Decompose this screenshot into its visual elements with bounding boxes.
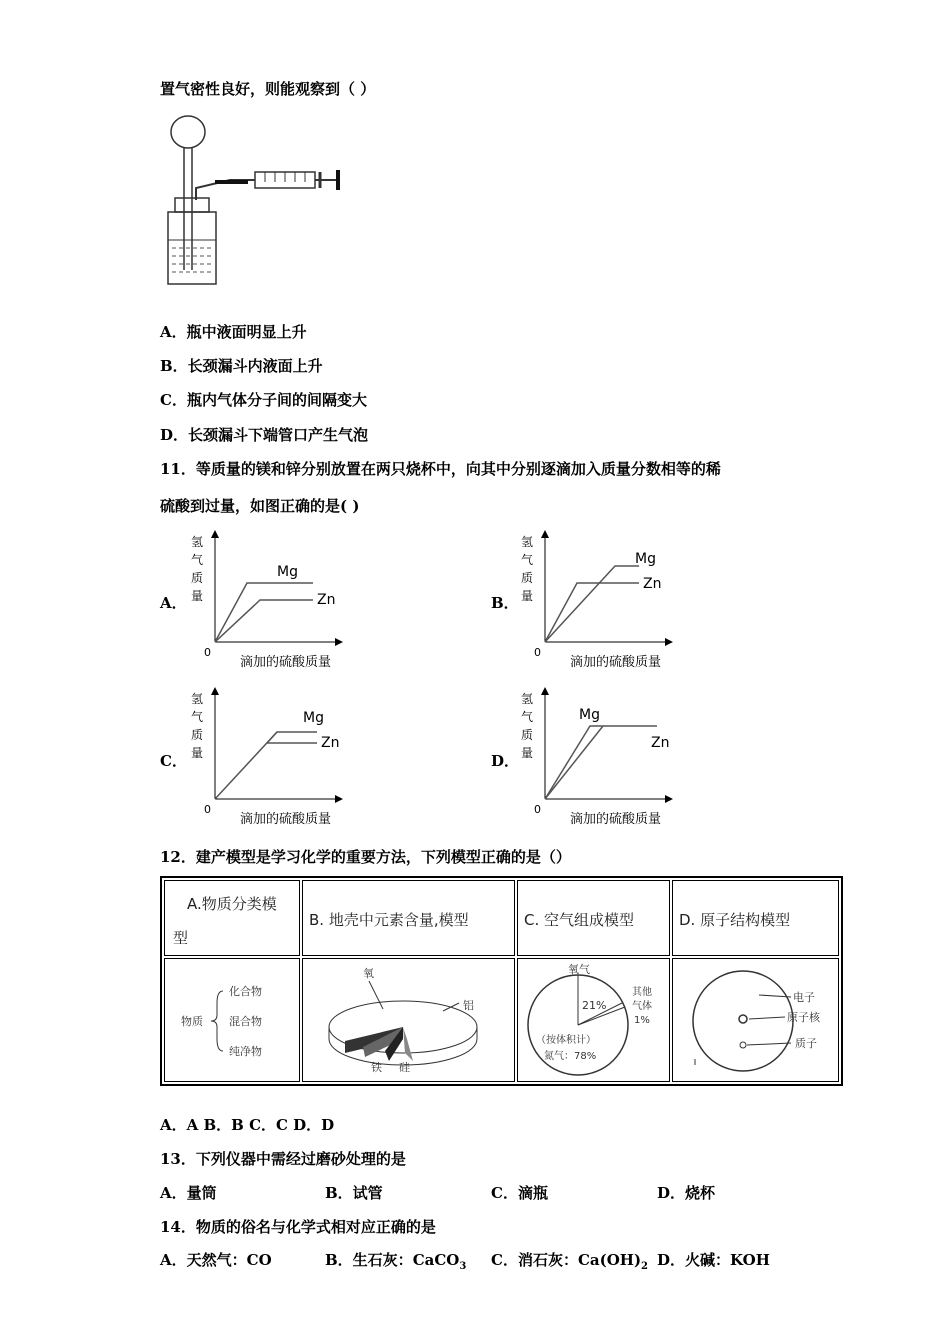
graph-d-xlabel: 滴加的硫酸质量: [570, 812, 662, 827]
q11-stem-line2: 硫酸到过量，如图正确的是( ): [160, 497, 360, 515]
q14-option-c-formula: Ca(OH): [577, 1251, 642, 1269]
classification-diagram: [165, 959, 299, 1081]
graph-a-label: A．: [160, 594, 187, 612]
q14-option-b: [325, 1249, 466, 1272]
q14-stem: 14．物质的俗名与化学式相对应正确的是: [160, 1218, 436, 1236]
q12-header-c-text: C. 空气组成模型: [524, 911, 635, 929]
graph-b-origin: 0: [534, 646, 541, 659]
graph-d: [515, 687, 685, 827]
apparatus-illustration: [160, 110, 350, 290]
graph-b-xlabel: 滴加的硫酸质量: [570, 655, 662, 670]
graph-b-ylabel-2: 气: [521, 553, 534, 567]
graph-b-ylabel-1: 氢: [521, 535, 534, 549]
q10-option-d: D．长颈漏斗下端管口产生气泡: [160, 426, 369, 444]
q12-header-d: [672, 880, 839, 956]
q12-header-b: [302, 880, 515, 956]
q14-option-b-formula: CaCO: [412, 1251, 460, 1269]
graph-a-ylabel-4: 量: [191, 589, 204, 603]
air-pie-chart: [518, 959, 669, 1081]
q12-answer-options: A．A B．B C．C D．D: [160, 1116, 335, 1134]
graph-c-ylabel-4: 量: [191, 746, 204, 760]
q14-option-d: [657, 1249, 770, 1272]
atom-label-proton: 质子: [795, 1037, 817, 1050]
q12-header-a-line2: 型: [173, 929, 189, 947]
classification-item-1: 化合物: [229, 985, 262, 998]
q14-option-a-formula: CO: [246, 1251, 272, 1269]
graph-b-series-mg: Mg: [635, 551, 656, 567]
atom-label-electron: 电子: [793, 991, 815, 1004]
graph-c-ylabel-2: 气: [191, 710, 204, 724]
graph-c-xlabel: 滴加的硫酸质量: [240, 812, 332, 827]
q10-option-c: C．瓶内气体分子间的间隔变大: [160, 391, 367, 409]
q12-cell-air: [517, 958, 670, 1082]
graph-c: [185, 687, 355, 827]
air-label-oxygen: 氧气: [568, 963, 590, 976]
air-label-other-1: 其他: [632, 987, 652, 998]
q12-table: [160, 876, 843, 1086]
graph-a-ylabel-2: 气: [191, 553, 204, 567]
q14-option-a-prefix: A．天然气：: [160, 1251, 247, 1269]
q14-option-c: [491, 1249, 648, 1272]
crust-pie-chart: [303, 959, 514, 1081]
graph-d-ylabel-2: 气: [521, 710, 534, 724]
graph-b-series-zn: Zn: [643, 576, 662, 592]
crust-label-iron: 铁: [371, 1061, 382, 1074]
q10-stem-tail: 置气密性良好，则能观察到（ ）: [160, 80, 376, 98]
q12-header-c: [517, 880, 670, 956]
graph-a-origin: 0: [204, 646, 211, 659]
q14-option-a: [160, 1249, 272, 1272]
graph-d-ylabel-1: 氢: [521, 692, 534, 706]
graph-c-series-mg: Mg: [303, 710, 324, 726]
graph-b: [515, 530, 685, 670]
graph-c-series-zn: Zn: [321, 735, 340, 751]
q12-header-a-line1: A.物质分类模: [187, 895, 277, 913]
graph-a-series-zn: Zn: [317, 592, 336, 608]
q12-header-b-text: B. 地壳中元素含量,模型: [309, 911, 469, 929]
graph-a-ylabel-3: 质: [191, 571, 204, 585]
q14-option-d-prefix: D．火碱：: [657, 1251, 731, 1269]
graph-a-series-mg: Mg: [277, 564, 298, 580]
graph-b-ylabel-4: 量: [521, 589, 534, 603]
graph-a-xlabel: 滴加的硫酸质量: [240, 655, 332, 670]
graph-d-series-zn: Zn: [651, 735, 670, 751]
graph-d-ylabel-4: 量: [521, 746, 534, 760]
q14-option-c-sub: 2: [641, 1261, 649, 1272]
q13-option-c: C．滴瓶: [491, 1184, 548, 1202]
q11-stem-line1: 11．等质量的镁和锌分别放置在两只烧杯中，向其中分别逐滴加入质量分数相等的稀: [160, 460, 721, 478]
graph-c-ylabel-3: 质: [191, 728, 204, 742]
q12-cell-crust: [302, 958, 515, 1082]
atom-diagram: [673, 959, 838, 1081]
graph-b-label: B．: [491, 594, 519, 612]
q13-option-b: B．试管: [325, 1184, 383, 1202]
q12-stem: 12．建产模型是学习化学的重要方法，下列模型正确的是（）: [160, 848, 571, 866]
graph-c-ylabel-1: 氢: [191, 692, 204, 706]
q14-option-b-sub: 3: [459, 1261, 467, 1272]
air-label-other-2: 气体: [632, 1001, 652, 1012]
q10-option-b: B．长颈漏斗内液面上升: [160, 357, 323, 375]
graph-a-ylabel-1: 氢: [191, 535, 204, 549]
crust-label-aluminum: 铝: [463, 999, 474, 1012]
q13-option-a: A．量筒: [160, 1184, 217, 1202]
graph-c-label: C．: [160, 752, 187, 770]
q12-header-a: [164, 880, 300, 956]
q14-option-d-formula: KOH: [730, 1251, 770, 1269]
q12-cell-classification: [164, 958, 300, 1082]
atom-label-nucleus: 原子核: [787, 1011, 820, 1024]
q13-stem: 13．下列仪器中需经过磨砂处理的是: [160, 1150, 406, 1168]
classification-root: 物质: [181, 1015, 203, 1028]
graph-d-origin: 0: [534, 803, 541, 816]
classification-item-2: 混合物: [229, 1015, 262, 1028]
crust-label-oxygen: 氧: [363, 967, 374, 980]
q13-option-d: D．烧杯: [657, 1184, 716, 1202]
graph-c-origin: 0: [204, 803, 211, 816]
graph-d-label: D．: [491, 752, 520, 770]
q12-cell-atom: [672, 958, 839, 1082]
q14-option-b-prefix: B．生石灰：: [325, 1251, 413, 1269]
classification-item-3: 纯净物: [229, 1045, 262, 1058]
q10-option-a: A．瓶中液面明显上升: [160, 323, 307, 341]
air-label-oxygen-pct: 21%: [582, 999, 607, 1012]
air-label-volume: （按体积计）: [536, 1035, 596, 1046]
q14-option-c-prefix: C．消石灰：: [491, 1251, 578, 1269]
graph-d-series-mg: Mg: [579, 707, 600, 723]
graph-b-ylabel-3: 质: [521, 571, 534, 585]
q12-header-d-text: D. 原子结构模型: [679, 911, 791, 929]
air-label-other-pct: 1%: [634, 1015, 650, 1026]
graph-a: [185, 530, 355, 670]
crust-label-silicon: 硅: [399, 1061, 410, 1074]
air-label-nitrogen: 氮气：78%: [544, 1051, 597, 1062]
graph-d-ylabel-3: 质: [521, 728, 534, 742]
